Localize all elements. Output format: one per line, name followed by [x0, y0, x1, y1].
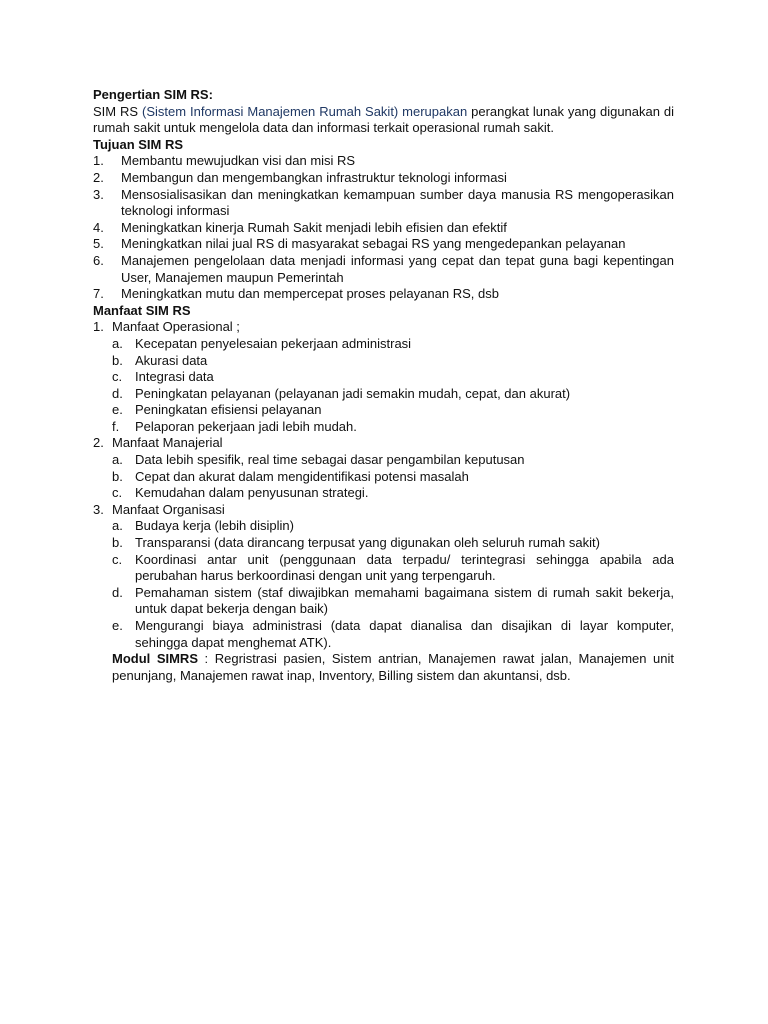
item-number: 5.: [93, 236, 104, 252]
list-item: [93, 236, 674, 253]
modul-simrs-paragraph: [93, 651, 674, 684]
heading-pengertian: Pengertian SIM RS:: [93, 87, 213, 102]
item-text: Kemudahan dalam penyusunan strategi.: [135, 485, 369, 501]
item-text: Meningkatkan nilai jual RS di masyarakat sebagai RS yang mengedepankan pelayanan: [121, 236, 626, 252]
item-text: Membantu mewujudkan visi dan misi RS: [121, 153, 356, 169]
list-item: [112, 353, 674, 370]
definition-end: perangkat lunak yang digunakan di rumah sakit untuk mengelola data dan informasi terkait operasional rumah sakit.: [93, 103, 674, 136]
item-number: 4.: [93, 219, 104, 235]
list-item: [112, 336, 674, 353]
item-text: Meningkatkan kinerja Rumah Sakit menjadi lebih efisien dan efektif: [121, 219, 507, 235]
item-number: 2.: [93, 169, 104, 185]
manfaat-manajerial-list: [93, 452, 674, 502]
group-title: Manfaat Organisasi: [112, 501, 225, 517]
definition-paragraph: [93, 104, 674, 137]
list-item: [112, 535, 674, 552]
item-text: Meningkatkan mutu dan mempercepat proses pelayanan RS, dsb: [121, 286, 499, 302]
definition-highlight: (Sistem Informasi Manajemen Rumah Sakit) merupakan: [142, 103, 468, 119]
item-text: Koordinasi antar unit (penggunaan data terpadu/ terintegrasi sehingga apabila ada perubahan harus berkoordinasi dengan unit yang terpengaruh.: [135, 551, 674, 584]
manfaat-operasional-list: [93, 336, 674, 436]
item-text: Akurasi data: [135, 352, 208, 368]
heading-manfaat: Manfaat SIM RS: [93, 302, 191, 318]
item-number: 3.: [93, 186, 104, 202]
item-letter: c.: [112, 369, 123, 385]
item-number: 1.: [93, 153, 104, 169]
item-letter: d.: [112, 385, 123, 401]
item-text: Transparansi (data dirancang terpusat yang digunakan oleh seluruh rumah sakit): [135, 535, 600, 551]
list-item: [112, 485, 674, 502]
item-text: Integrasi data: [135, 369, 214, 385]
list-item: [112, 618, 674, 651]
item-text: Cepat dan akurat dalam mengidentifikasi potensi masalah: [135, 468, 469, 484]
list-item: [93, 187, 674, 220]
item-number: 6.: [93, 252, 104, 268]
list-item: [112, 369, 674, 386]
list-item: [112, 452, 674, 469]
modul-label: Modul SIMRS: [112, 651, 198, 667]
item-letter: e.: [112, 618, 123, 633]
item-letter: b.: [112, 352, 123, 368]
document-content: [93, 87, 674, 684]
item-letter: b.: [112, 535, 123, 551]
manfaat-group-title: [93, 435, 674, 452]
item-text: Manajemen pengelolaan data menjadi informasi yang cepat dan tepat guna bagi kepentingan User, Manajemen maupun Pemerintah: [121, 252, 674, 285]
list-item: [112, 402, 674, 419]
item-text: Budaya kerja (lebih disiplin): [135, 518, 294, 534]
heading-tujuan: Tujuan SIM RS: [93, 136, 184, 152]
item-text: Data lebih spesifik, real time sebagai dasar pengambilan keputusan: [135, 452, 525, 468]
group-number: 2.: [93, 435, 104, 451]
item-letter: a.: [112, 452, 123, 468]
group-number: 3.: [93, 501, 104, 517]
item-letter: c.: [112, 551, 123, 567]
list-item: [93, 170, 674, 187]
list-item: [93, 153, 674, 170]
item-letter: a.: [112, 335, 123, 351]
manfaat-group-title: [93, 502, 674, 519]
group-title: Manfaat Manajerial: [112, 435, 223, 451]
group-number: 1.: [93, 319, 104, 335]
item-letter: c.: [112, 485, 123, 501]
manfaat-organisasi-list: [93, 518, 674, 651]
list-item: [93, 286, 674, 303]
item-letter: e.: [112, 402, 123, 418]
item-text: Pelaporan pekerjaan jadi lebih mudah.: [135, 418, 357, 434]
list-item: [112, 386, 674, 403]
modul-text: : Regristrasi pasien, Sistem antrian, Manajemen rawat jalan, Manajemen unit penunjang, Manajemen rawat inap, Inventory, Billing sistem dan akuntansi, dsb.: [112, 651, 675, 683]
item-text: Mensosialisasikan dan meningkatkan kemampuan sumber daya manusia RS mengoperasikan teknologi informasi: [121, 186, 674, 219]
item-text: Mengurangi biaya administrasi (data dapat dianalisa dan disajikan di layar komputer, sehingga dapat menghemat ATK).: [135, 618, 674, 650]
list-item: [112, 419, 674, 436]
list-item: [112, 469, 674, 486]
item-letter: b.: [112, 468, 123, 484]
item-letter: a.: [112, 518, 123, 534]
list-item: [112, 585, 674, 618]
list-item: [93, 220, 674, 237]
item-letter: d.: [112, 584, 123, 600]
item-number: 7.: [93, 286, 104, 302]
definition-start: SIM RS: [93, 103, 143, 119]
group-title: Manfaat Operasional ;: [112, 319, 240, 335]
item-text: Kecepatan penyelesaian pekerjaan administrasi: [135, 335, 412, 351]
item-text: Membangun dan mengembangkan infrastruktur teknologi informasi: [121, 169, 507, 185]
tujuan-list: [93, 153, 674, 302]
item-text: Peningkatan pelayanan (pelayanan jadi semakin mudah, cepat, dan akurat): [135, 385, 571, 401]
item-text: Peningkatan efisiensi pelayanan: [135, 402, 322, 418]
manfaat-group-title: [93, 319, 674, 336]
item-letter: f.: [112, 418, 120, 434]
list-item: [112, 518, 674, 535]
list-item: [93, 253, 674, 286]
item-text: Pemahaman sistem (staf diwajibkan memahami bagaimana sistem di rumah sakit bekerja, untuk dapat bekerja dengan baik): [135, 584, 674, 617]
list-item: [112, 552, 674, 585]
